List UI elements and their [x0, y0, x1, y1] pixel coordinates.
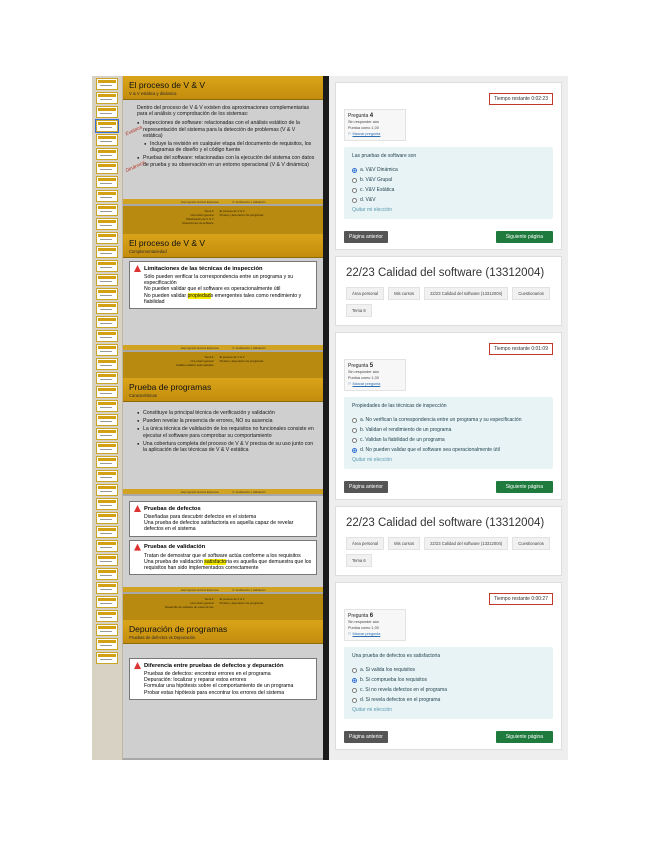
slide-thumbnail[interactable]	[96, 624, 118, 636]
slide-subbullet: Probar estas hipótesis para encontrar los errores del sistema	[144, 689, 285, 696]
slide-thumbnail-strip[interactable]	[92, 76, 123, 760]
slide-thumbnail[interactable]	[96, 106, 118, 118]
slide-bullet: ● Pueden revelar la presencia de errores, NO su ausencia	[137, 418, 315, 424]
question-label: Pregunta	[348, 363, 369, 369]
slide-body	[123, 100, 323, 174]
highlighted-text: propiedad	[187, 292, 211, 299]
next-page-button[interactable]: Siguiente página	[496, 731, 553, 743]
slide-header	[123, 620, 323, 644]
time-remaining: Tiempo restante 0:00:27	[489, 593, 553, 605]
radio-icon[interactable]	[352, 428, 357, 433]
slide-bullet	[144, 293, 312, 305]
flag-label: Marcar pregunta	[352, 632, 381, 636]
slide-thumbnail[interactable]	[96, 568, 118, 580]
question-stem: Las pruebas de software son	[352, 153, 417, 159]
slide-footer	[123, 587, 323, 592]
slide-thumbnail[interactable]	[96, 512, 118, 524]
outline-item: Una visión general	[190, 601, 214, 605]
question-card	[335, 582, 562, 750]
option-label: c. V&V Estática	[360, 187, 395, 193]
slide-section-divider	[123, 352, 323, 378]
option-label: b. V&V Grupal	[360, 177, 392, 183]
slide-box	[129, 501, 317, 537]
radio-icon[interactable]	[352, 418, 357, 423]
question-content	[344, 397, 553, 469]
slide-header	[123, 234, 323, 258]
slide-thumbnail[interactable]	[96, 288, 118, 300]
slide-thumbnail[interactable]	[96, 162, 118, 174]
footer-topic: 6. Verificación y Validación	[232, 199, 266, 204]
slide-thumbnail[interactable]	[96, 344, 118, 356]
time-remaining: Tiempo restante 0:02:23	[489, 93, 553, 105]
breadcrumb	[346, 537, 551, 567]
outline-item: Una visión general	[190, 213, 214, 217]
answer-option[interactable]	[352, 167, 545, 173]
radio-selected-icon[interactable]	[352, 678, 357, 683]
slide-subtitle: Características	[129, 393, 157, 398]
outline-item: Tema 6	[204, 355, 214, 359]
radio-icon[interactable]	[352, 198, 357, 203]
slide-subtitle: Pruebas de defectos vs Depuración	[129, 635, 196, 640]
next-page-button[interactable]: Siguiente página	[496, 231, 553, 243]
question-card	[335, 332, 562, 500]
outline-item: Análisis estático automatizado	[175, 363, 214, 367]
slide-box	[129, 540, 317, 576]
question-status: Sin responder aún	[348, 620, 380, 624]
slide-thumbnail[interactable]	[96, 526, 118, 538]
outline-item: Prueba y depuración de programas	[219, 213, 264, 217]
slide-thumbnail[interactable]	[96, 386, 118, 398]
slide-intro: Dentro del proceso de V & V existen dos aproximaciones complementarias para el análisis y comprobación de los sistemas:	[137, 105, 310, 118]
radio-icon[interactable]	[352, 668, 357, 673]
slide-bullet: Depuración: localizar y reparar estos errores	[144, 677, 247, 684]
flag-label: Marcar pregunta	[352, 132, 381, 136]
answer-option[interactable]	[352, 197, 545, 203]
breadcrumb-item[interactable]: 22/23 Calidad del software (13312004)	[424, 287, 508, 300]
outline-item: Tema 6	[204, 597, 214, 601]
outline-item: Prueba y depuración de programas	[219, 601, 264, 605]
slide-thumbnail[interactable]	[96, 78, 118, 90]
slide-bullet: Sólo pueden verificar la correspondencia entre un programa y su especificación	[144, 274, 294, 287]
breadcrumb-item[interactable]: Cuestionarios	[512, 287, 550, 300]
clear-choice-link[interactable]: Quitar mi elección	[352, 457, 393, 463]
slide-thumbnail[interactable]	[96, 302, 118, 314]
option-label: a. V&V Dinámica	[360, 167, 398, 173]
footer-author: Juan Ignacio Gómez Espinosa	[180, 489, 219, 494]
slide-bullet: ● Pruebas del software: relacionadas con la ejecución del sistema con datos de prueba y su observación en un entorno operacional (V & V dinámica)	[137, 155, 315, 167]
answer-option[interactable]	[352, 177, 545, 183]
question-info	[344, 109, 406, 141]
slide-thumbnail[interactable]	[96, 372, 118, 384]
slide-footer	[123, 489, 323, 494]
slide-vv-static-dynamic	[123, 76, 323, 206]
slide-thumbnail[interactable]	[96, 652, 118, 664]
slide-bullet: Pruebas de defectos: encontrar errores en el programa	[144, 671, 271, 677]
footer-topic: 6. Verificación y Validación	[232, 587, 266, 592]
course-title: 22/23 Calidad del software (13312004)	[346, 517, 545, 529]
slide-title: El proceso de V & V	[129, 238, 206, 248]
moodle-quiz-panel[interactable]	[329, 76, 568, 760]
outline-item: Una visión general	[190, 359, 214, 363]
breadcrumb-item[interactable]: Área personal	[346, 537, 384, 550]
highlighted-text: satisfacto	[204, 558, 227, 565]
outline-item: Tema 6	[204, 209, 214, 213]
option-label: b. Validan el rendimiento de un programa	[360, 427, 452, 433]
handwritten-note: Estática	[124, 124, 144, 138]
answer-option[interactable]	[352, 667, 545, 673]
slide-thumbnail[interactable]	[96, 540, 118, 552]
slide-thumbnail[interactable]	[96, 274, 118, 286]
slide-thumbnail[interactable]	[96, 190, 118, 202]
slide-thumbnail[interactable]	[96, 582, 118, 594]
outline-item: Inspecciones de software	[182, 221, 214, 225]
box-title: Diferencia entre pruebas de defectos y depuración	[144, 662, 284, 669]
slide-thumbnail[interactable]	[96, 428, 118, 440]
slide-thumbnail[interactable]	[96, 596, 118, 608]
slide-bullet: No pueden validar que el software es operacionalmente útil	[144, 286, 281, 293]
question-label: Pregunta	[348, 613, 369, 619]
time-remaining: Tiempo restante 0:01:09	[489, 343, 553, 355]
slide-thumbnail[interactable]	[96, 92, 118, 104]
box-title: Pruebas de defectos	[144, 505, 201, 512]
slide-title: Depuración de programas	[129, 624, 228, 634]
slide-thumbnail[interactable]	[96, 232, 118, 244]
option-label: b. Si comprueba los requisitos	[360, 677, 427, 683]
slide-subbullet: ● Incluye la revisión en cualquier etapa del documento de requisitos, los diagramas de diseño y el código fuente	[144, 141, 315, 153]
slide-thumbnail[interactable]	[96, 498, 118, 510]
slide-thumbnail[interactable]	[96, 260, 118, 272]
slide-subbullet: Formular una hipótesis sobre el comportamiento de un programa	[144, 683, 294, 690]
box-title: Pruebas de validación	[144, 544, 206, 551]
course-title: 22/23 Calidad del software (13312004)	[346, 267, 545, 279]
answer-option[interactable]	[352, 187, 545, 193]
slide-program-testing	[123, 378, 323, 496]
slide-body	[123, 402, 323, 459]
slide-bullet: ● Constituye la principal técnica de verificación y validación	[137, 410, 315, 416]
slide-bullet: Tratan de demostrar que el software actúa conforme a los requisitos	[144, 552, 301, 559]
question-number: 6	[369, 613, 374, 619]
slide-thumbnail[interactable]	[96, 134, 118, 146]
slide-bullet: Una prueba de defectos satisfactoria es aquella capaz de revelar defectos en el sistema	[144, 520, 294, 533]
text-run: ria es aquella que demuestra que los requisitos han sido implementados correctamente	[144, 558, 312, 572]
slide-thumbnail[interactable]	[96, 554, 118, 566]
question-points: Puntúa como 1,00	[348, 376, 379, 380]
radio-icon[interactable]	[352, 188, 357, 193]
radio-selected-icon[interactable]	[352, 448, 357, 453]
box-title: Limitaciones de las técnicas de inspección	[144, 265, 263, 272]
slide-thumbnail[interactable]	[96, 330, 118, 342]
slide-subtitle: V & V estática y dinámica	[129, 91, 177, 96]
flag-question-link[interactable]: ⚐ Marcar pregunta	[348, 132, 381, 136]
slide-bullet: ● Inspecciones de software: relacionadas con el análisis estático de la representación del sistema para la detección de problemas (V & V estática)	[137, 120, 315, 139]
question-points: Puntúa como 1,00	[348, 126, 379, 130]
flag-question-link[interactable]: ⚐ Marcar pregunta	[348, 382, 381, 386]
breadcrumb-item[interactable]: Cuestionarios	[512, 537, 550, 550]
slide-thumbnail[interactable]	[96, 176, 118, 188]
previous-page-button[interactable]: Página anterior	[344, 231, 388, 243]
slide-thumbnail[interactable]	[96, 470, 118, 482]
slide-header	[123, 378, 323, 402]
slide-title: El proceso de V & V	[129, 80, 206, 90]
footer-topic: 6. Verificación y Validación	[232, 345, 266, 350]
answer-option[interactable]	[352, 677, 545, 683]
text-run: No pueden validar	[144, 292, 188, 299]
question-content	[344, 647, 553, 719]
slide-thumbnail[interactable]	[96, 358, 118, 370]
slide-section-divider	[123, 594, 323, 620]
slide-thumbnail[interactable]	[96, 442, 118, 454]
radio-icon[interactable]	[352, 688, 357, 693]
pin-icon	[134, 662, 141, 669]
warning-icon	[134, 265, 141, 272]
question-info	[344, 359, 406, 391]
slide-viewer[interactable]	[123, 76, 323, 760]
question-stem: Una prueba de defectos es satisfactoria	[352, 653, 441, 659]
radio-icon[interactable]	[352, 698, 357, 703]
question-number: 5	[369, 363, 374, 369]
slide-thumbnail[interactable]	[96, 148, 118, 160]
outline-item: Planificación de V & V	[186, 217, 214, 221]
slide-section-divider	[123, 206, 323, 234]
slide-debugging	[123, 620, 323, 760]
pin-icon	[134, 505, 141, 512]
slide-thumbnail[interactable]	[96, 638, 118, 650]
footer-topic: 6. Verificación y Validación	[232, 489, 266, 494]
flag-question-link[interactable]: ⚐ Marcar pregunta	[348, 632, 381, 636]
question-status: Sin responder aún	[348, 370, 380, 374]
slide-defect-validation-tests	[123, 496, 323, 594]
outline-item: Desarrollo de software de cuarto limpio	[165, 605, 214, 609]
footer-author: Juan Ignacio Gómez Espinosa	[180, 587, 219, 592]
outline-item: El proceso de V & V	[219, 355, 245, 359]
option-label: a. No verifican la correspondencia entre un programa y su especificación	[360, 417, 522, 423]
question-number: 4	[369, 113, 374, 119]
slide-subtitle: Complementariedad	[129, 249, 167, 254]
screenshot-frame	[92, 76, 568, 760]
clear-choice-link[interactable]: Quitar mi elección	[352, 707, 393, 713]
clear-choice-link[interactable]: Quitar mi elección	[352, 207, 393, 213]
slide-thumbnail[interactable]	[96, 120, 118, 132]
slide-bullet: ● Una cobertura completa del proceso de V & V precisa de su uso junto con la aplicación de las técnicas de V & V estática	[137, 441, 315, 453]
question-stem: Propiedades de las técnicas de inspección	[352, 403, 447, 409]
slide-thumbnail[interactable]	[96, 246, 118, 258]
text-run: s emergentes tales como rendimiento y fiabilidad	[144, 292, 302, 305]
pin-icon	[134, 544, 141, 551]
answer-option[interactable]	[352, 437, 545, 443]
question-points: Puntúa como 1,00	[348, 626, 379, 630]
breadcrumb-item[interactable]: Tema 6	[346, 304, 372, 317]
breadcrumb	[346, 287, 551, 317]
option-label: c. Validan la fiabilidad de un programa	[360, 437, 445, 443]
slide-thumbnail[interactable]	[96, 316, 118, 328]
answer-option[interactable]	[352, 417, 545, 423]
slide-thumbnail[interactable]	[96, 610, 118, 622]
slide-thumbnail[interactable]	[96, 204, 118, 216]
breadcrumb-item[interactable]: Área personal	[346, 287, 384, 300]
slide-title: Prueba de programas	[129, 382, 212, 392]
slide-thumbnail[interactable]	[96, 456, 118, 468]
footer-author: Juan Ignacio Gómez Espinosa	[180, 345, 219, 350]
course-header	[335, 506, 562, 576]
answer-option[interactable]	[352, 427, 545, 433]
question-label: Pregunta	[348, 113, 369, 119]
question-navigation	[344, 481, 553, 493]
footer-author: Juan Ignacio Gómez Espinosa	[180, 199, 219, 204]
slide-box	[129, 261, 317, 309]
previous-page-button[interactable]: Página anterior	[344, 481, 388, 493]
slide-footer	[123, 345, 323, 350]
slide-header	[123, 76, 323, 100]
question-navigation	[344, 731, 553, 743]
breadcrumb-item[interactable]: 22/23 Calidad del software (13312004)	[424, 537, 508, 550]
breadcrumb-item[interactable]: Tema 6	[346, 554, 372, 567]
option-label: d. V&V	[360, 197, 376, 203]
previous-page-button[interactable]: Página anterior	[344, 731, 388, 743]
option-label: d. Si revela defectos en el programa	[360, 697, 441, 703]
radio-icon[interactable]	[352, 178, 357, 183]
answer-option[interactable]	[352, 447, 545, 453]
slide-bullet: Diseñadas para descubrir defectos en el sistema	[144, 514, 257, 520]
question-info	[344, 609, 406, 641]
slide-complementarity	[123, 234, 323, 352]
slide-thumbnail[interactable]	[96, 414, 118, 426]
course-header	[335, 256, 562, 326]
option-label: d. No pueden validar que el software sea operacionalmente útil	[360, 447, 500, 453]
option-label: a. Si valida los requisitos	[360, 667, 416, 673]
slide-thumbnail[interactable]	[96, 400, 118, 412]
breadcrumb-item[interactable]: Mis cursos	[388, 537, 420, 550]
next-page-button[interactable]: Siguiente página	[496, 481, 553, 493]
question-card	[335, 82, 562, 250]
slide-bullet: ● La única técnica de validación de los requisitos no funcionales consiste en ejecutar el software para comprobar su comportamiento	[137, 426, 315, 438]
slide-thumbnail[interactable]	[96, 218, 118, 230]
radio-icon[interactable]	[352, 438, 357, 443]
slide-box	[129, 658, 317, 700]
slide-bullet	[144, 559, 312, 571]
breadcrumb-item[interactable]: Mis cursos	[388, 287, 420, 300]
question-navigation	[344, 231, 553, 243]
option-label: c. Si no revela defectos en el programa	[360, 687, 447, 693]
question-status: Sin responder aún	[348, 120, 380, 124]
radio-selected-icon[interactable]	[352, 168, 357, 173]
handwritten-note: Dinámica	[124, 159, 147, 175]
slide-footer	[123, 199, 323, 204]
outline-item: El proceso de V & V	[219, 209, 245, 213]
text-run: Una prueba de validación	[144, 558, 205, 565]
answer-option[interactable]	[352, 697, 545, 703]
outline-item: Prueba y depuración de programas	[219, 359, 264, 363]
slide-thumbnail[interactable]	[96, 484, 118, 496]
outline-item: El proceso de V & V	[219, 597, 245, 601]
answer-option[interactable]	[352, 687, 545, 693]
flag-label: Marcar pregunta	[352, 382, 381, 386]
question-content	[344, 147, 553, 219]
